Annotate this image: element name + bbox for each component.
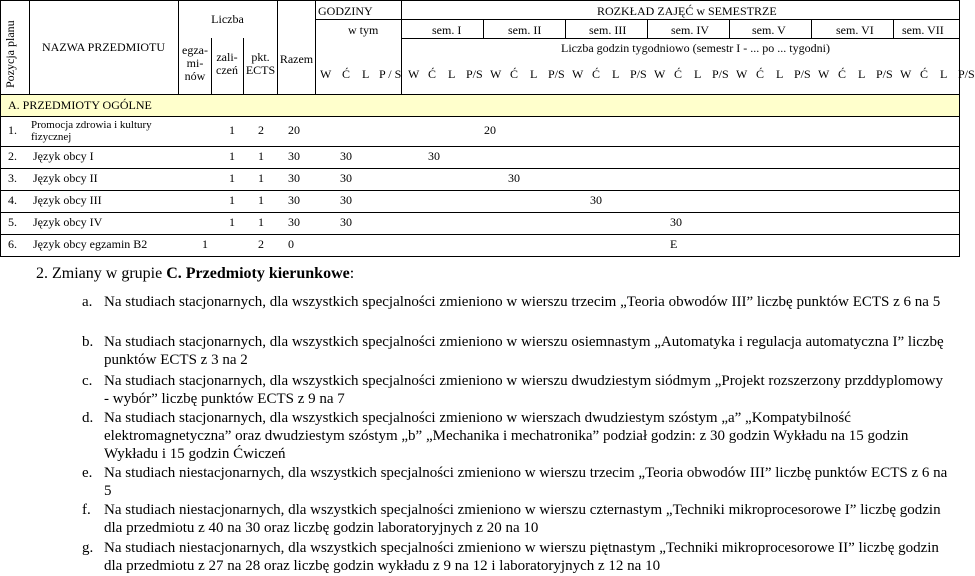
section-2-heading-colon: :	[349, 265, 355, 282]
exercise-hours: 30	[340, 149, 352, 163]
col-header-egzaminow: egza- mi- nów	[182, 43, 208, 83]
semester-subheader: Ć	[838, 67, 847, 81]
semester-hours: 30	[590, 193, 602, 207]
change-list-label: c.	[82, 373, 93, 389]
change-list-label: g.	[82, 540, 94, 556]
semester-subheader: L	[612, 67, 620, 81]
col-header-wtym: w tym	[348, 23, 379, 37]
credit-count: 1	[229, 123, 235, 137]
hours-per-week-header: Liczba godzin tygodniowo (semestr I - ... po ... tygodni)	[561, 41, 830, 55]
change-list-text: Na studiach stacjonarnych, dla wszystkich specjalności zmieniono w wierszu dwudziestym siódmym „Projekt rozszerzony przddyplomowy - wybór” liczbę punktów ECTS z 9 na 7	[104, 373, 943, 407]
total-hours: 30	[288, 215, 300, 229]
change-list-text: Na studiach niestacjonarnych, dla wszystkich specjalności zmieniono w wierszu piętnastym „Techniki mikroprocesorowe II” liczbę godzin dla przedmiotu z 27 na 28 oraz liczbę godzin wykładu z 9 na 12 i laboratoryjnych z 12 na 10	[104, 540, 939, 574]
section-a-label: A. PRZEDMIOTY OGÓLNE	[8, 98, 152, 112]
subject-name: Język obcy I	[33, 149, 94, 163]
subject-name: fizycznej	[31, 131, 72, 143]
col-header-zaliczen: zali- czeń	[216, 50, 238, 77]
credit-count: 1	[229, 149, 235, 163]
ects-points: 1	[258, 149, 264, 163]
total-hours: 30	[288, 171, 300, 185]
row-number: 3.	[8, 171, 17, 185]
change-list-text: Na studiach niestacjonarnych, dla wszystkich specjalności zmieniono w wierszu czternastym „Techniki mikroprocesorowe I” liczbę godzin dla przedmiotu z 40 na 30 oraz liczbę godzin laboratoryjnych z 20 na 10	[104, 502, 941, 536]
col-header-pozycja: Pozycja planu	[3, 20, 17, 88]
semester-hours: 20	[484, 123, 496, 137]
total-hours: 0	[288, 237, 294, 251]
total-hours: 30	[288, 193, 300, 207]
semester-header: sem. II	[508, 23, 542, 37]
total-hours: 30	[288, 149, 300, 163]
ects-points: 1	[258, 215, 264, 229]
semester-subheader: W	[408, 67, 420, 81]
semester-hours: E	[670, 237, 678, 251]
change-list-label: a.	[82, 294, 93, 310]
credit-count: 1	[229, 171, 235, 185]
semester-header: sem. III	[589, 23, 627, 37]
exercise-hours: 30	[340, 193, 352, 207]
change-list-label: f.	[82, 502, 91, 518]
section-2-heading-text: 2. Zmiany w grupie	[36, 265, 167, 282]
col-header-liczba: Liczba	[211, 12, 244, 26]
credit-count: 1	[229, 193, 235, 207]
row-number: 2.	[8, 149, 17, 163]
semester-subheader: Ć	[920, 67, 929, 81]
col-header-ps: P / S	[379, 67, 402, 81]
change-list-text: Na studiach stacjonarnych, dla wszystkich specjalności zmieniono w wierszu trzecim „Teoria obwodów III” liczbę punktów ECTS z 6 na 5	[104, 294, 941, 310]
semester-subheader: P/S	[958, 67, 975, 81]
col-header-godziny: GODZINY	[318, 4, 373, 18]
credit-count: 1	[229, 215, 235, 229]
col-header-rozklad: ROZKŁAD ZAJĘĆ w SEMESTRZE	[597, 4, 777, 18]
semester-subheader: L	[858, 67, 866, 81]
change-list-text: Na studiach stacjonarnych, dla wszystkich specjalności zmieniono w wierszach dwudziestym szóstym „a” „Kompatybilność elektromagnetyczna” oraz dwudziestym szóstym „b” „Mechanika i mechatronika” podział godzin: z 30 godzin Wykładu na 15 godzin Wykładu i 15 godzin Ćwiczeń	[104, 410, 909, 462]
col-header-ects: pkt. ECTS	[245, 50, 276, 77]
semester-subheader: W	[818, 67, 830, 81]
total-hours: 20	[288, 123, 300, 137]
subject-name: Język obcy II	[33, 171, 98, 185]
row-number: 6.	[8, 237, 17, 251]
semester-subheader: Ć	[756, 67, 765, 81]
semester-subheader: P/S	[794, 67, 811, 81]
section-2-heading-bold: C. Przedmioty kierunkowe	[166, 265, 350, 282]
subject-name: Promocja zdrowia i kultury	[31, 119, 152, 131]
subject-name: Język obcy IV	[33, 215, 103, 229]
subject-name: Język obcy III	[33, 193, 102, 207]
exercise-hours: 30	[340, 171, 352, 185]
semester-subheader: Ć	[510, 67, 519, 81]
row-number: 1.	[8, 123, 17, 137]
semester-header: sem. I	[432, 23, 462, 37]
exam-count: 1	[202, 237, 208, 251]
semester-header: sem. VI	[836, 23, 874, 37]
ects-points: 1	[258, 193, 264, 207]
semester-subheader: L	[940, 67, 948, 81]
semester-subheader: Ć	[592, 67, 601, 81]
change-list-label: b.	[82, 334, 94, 350]
col-header-razem: Razem	[279, 52, 314, 66]
change-list-label: d.	[82, 410, 94, 426]
ects-points: 1	[258, 171, 264, 185]
semester-subheader: W	[654, 67, 666, 81]
semester-subheader: P/S	[712, 67, 729, 81]
col-header-w: W	[320, 67, 332, 81]
semester-subheader: W	[900, 67, 912, 81]
semester-hours: 30	[428, 149, 440, 163]
col-header-c: Ć	[342, 67, 351, 81]
semester-subheader: P/S	[466, 67, 483, 81]
col-header-l: L	[362, 67, 370, 81]
change-list-text: Na studiach stacjonarnych, dla wszystkich specjalności zmieniono w wierszu osiemnastym „Automatyka i regulacja automatyczna I” liczbę punktów ECTS z 3 na 2	[104, 334, 944, 368]
row-number: 4.	[8, 193, 17, 207]
change-list-text: Na studiach niestacjonarnych, dla wszystkich specjalności zmieniono w wierszu trzecim „Teoria obwodów III” liczbę punktów ECTS z 6 na 5	[104, 465, 948, 499]
semester-subheader: W	[736, 67, 748, 81]
exercise-hours: 30	[340, 215, 352, 229]
col-header-nazwa: NAZWA PRZEDMIOTU	[42, 40, 165, 54]
change-list-label: e.	[82, 465, 93, 481]
semester-subheader: W	[572, 67, 584, 81]
semester-subheader: W	[490, 67, 502, 81]
ects-points: 2	[258, 237, 264, 251]
semester-subheader: Ć	[428, 67, 437, 81]
semester-subheader: P/S	[548, 67, 565, 81]
semester-subheader: L	[530, 67, 538, 81]
subject-name: Język obcy egzamin B2	[33, 237, 148, 251]
semester-subheader: Ć	[674, 67, 683, 81]
row-number: 5.	[8, 215, 17, 229]
ects-points: 2	[258, 123, 264, 137]
semester-subheader: P/S	[876, 67, 893, 81]
semester-header: sem. VII	[902, 23, 944, 37]
semester-subheader: P/S	[630, 67, 647, 81]
semester-subheader: L	[776, 67, 784, 81]
semester-hours: 30	[508, 171, 520, 185]
section-2-heading	[36, 265, 354, 283]
semester-hours: 30	[670, 215, 682, 229]
semester-subheader: L	[694, 67, 702, 81]
semester-header: sem. IV	[671, 23, 709, 37]
semester-header: sem. V	[752, 23, 786, 37]
semester-subheader: L	[448, 67, 456, 81]
